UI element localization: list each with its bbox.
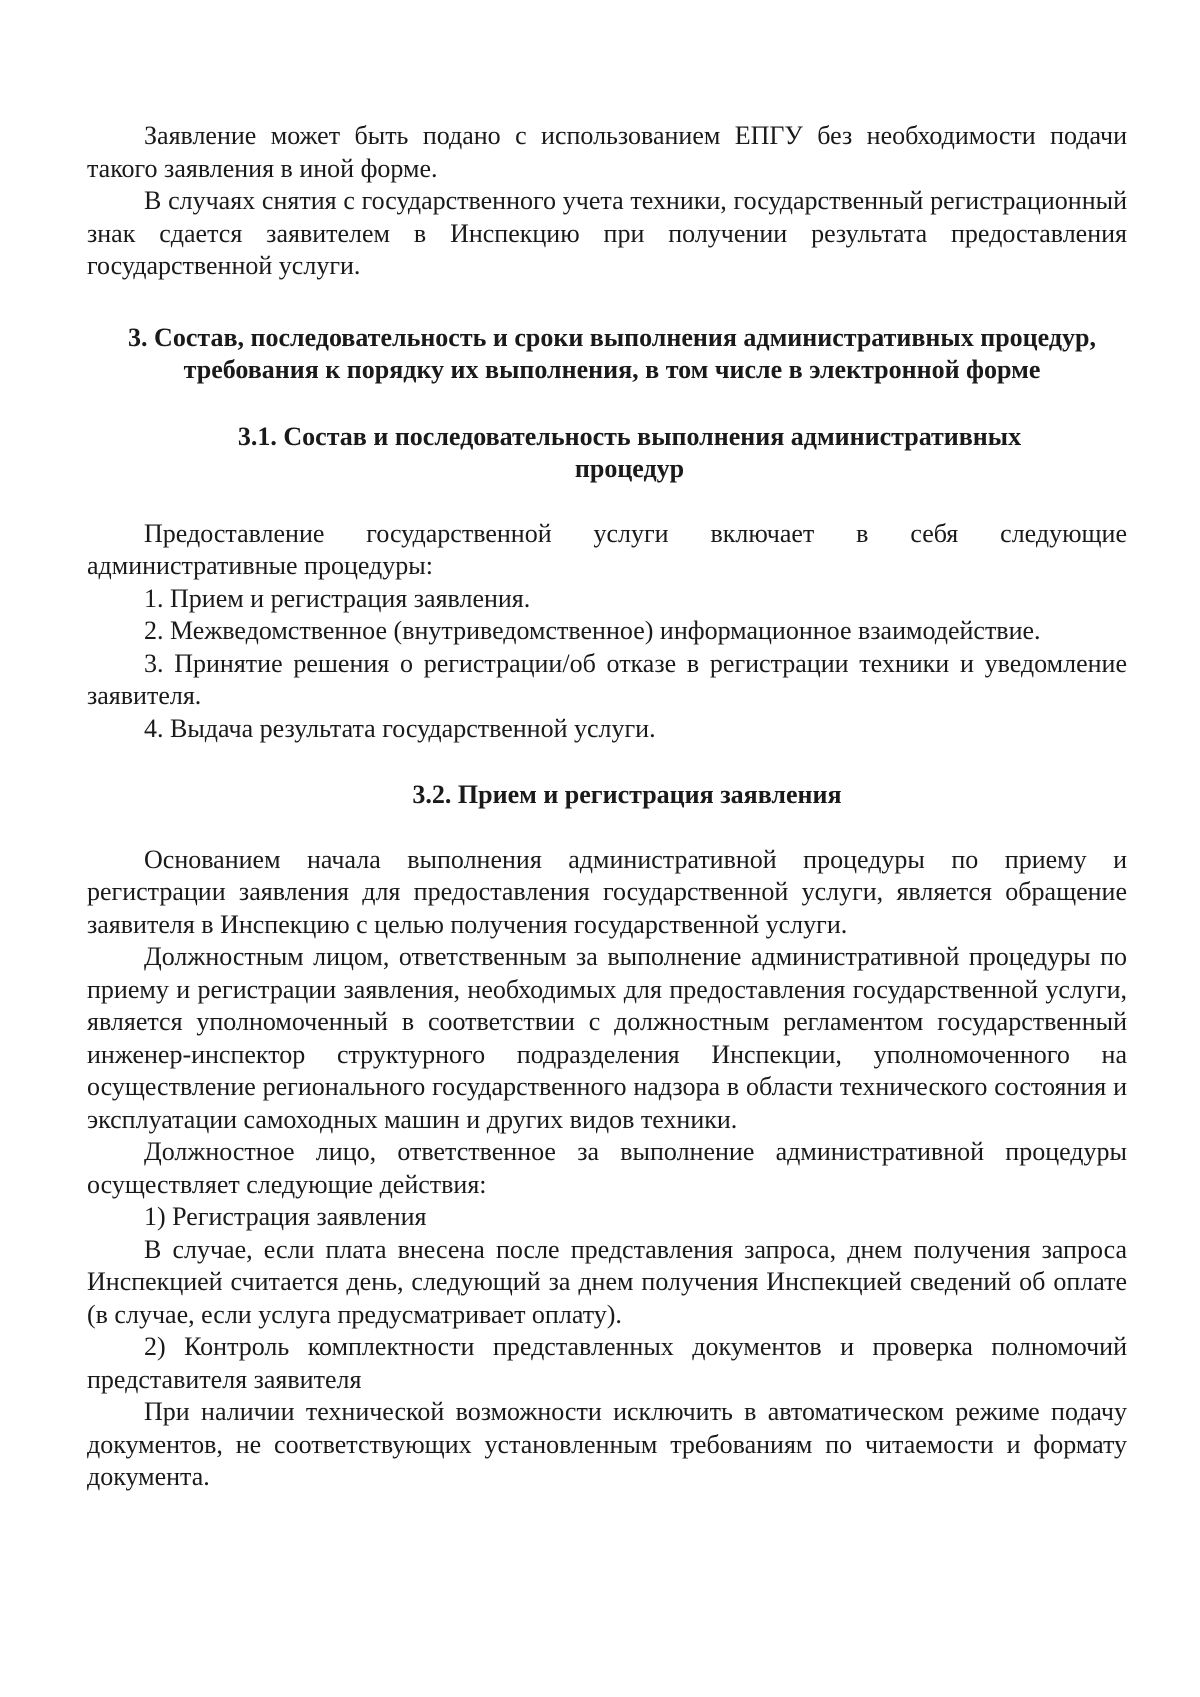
paragraph: Должностное лицо, ответственное за выполнение административной процедуры осуществляет следующие действия: bbox=[87, 1137, 1127, 1199]
list-item: 1. Прием и регистрация заявления. bbox=[144, 583, 531, 613]
list-item: 4. Выдача результата государственной услуги. bbox=[144, 713, 656, 743]
paragraph: Должностным лицом, ответственным за выполнение административной процедуры по приему и регистрации заявления, необходимых для предоставления государственной услуги, является уполномоченный в соответствии с должностным регламентом государственный инженер-инспектор структурного подразделения Инспекции, уполномоченного на осуществление регионального государственного надзора в области технического состояния и эксплуатации самоходных машин и других видов техники. bbox=[87, 942, 1127, 1134]
paragraph: При наличии технической возможности исключить в автоматическом режиме подачу документов, не соответствующих установленным требованиям по читаемости и формату документа. bbox=[87, 1397, 1127, 1491]
section-3-1-heading: 3.1. Состав и последовательность выполнения административных процедур bbox=[237, 421, 1022, 483]
section-3-2-heading: 3.2. Прием и регистрация заявления bbox=[412, 780, 842, 809]
document-page bbox=[87, 120, 1127, 1494]
list-item: 1) Регистрация заявления bbox=[144, 1202, 427, 1231]
list-item: 3. Принятие решения о регистрации/об отказе в регистрации техники и уведомление заявителя. bbox=[87, 648, 1127, 710]
paragraph: В случае, если плата внесена после представления запроса, днем получения запроса Инспекцией считается день, следующий за днем получения Инспекцией сведений об оплате (в случае, если услуга предусматривает оплату). bbox=[87, 1234, 1127, 1329]
list-item: 2) Контроль комплектности представленных документов и проверка полномочий представителя заявителя bbox=[87, 1332, 1127, 1394]
paragraph: В случаях снятия с государственного учета техники, государственный регистрационный знак сдается заявителем в Инспекцию при получении результата предоставления государственной услуги. bbox=[87, 186, 1127, 280]
paragraph: Заявление может быть подано с использованием ЕПГУ без необходимости подачи такого заявления в иной форме. bbox=[87, 121, 1127, 183]
paragraph: Предоставление государственной услуги включает в себя следующие административные процедуры: bbox=[87, 518, 1127, 580]
list-item: 2. Межведомственное (внутриведомственное) информационное взаимодействие. bbox=[144, 616, 1041, 645]
section-3-heading: 3. Состав, последовательность и сроки выполнения административных процедур, требования к порядку их выполнения, в том числе в электронной форме bbox=[128, 322, 1096, 384]
paragraph: Основанием начала выполнения административной процедуры по приему и регистрации заявления для предоставления государственной услуги, является обращение заявителя в Инспекцию с целью получения государственной услуги. bbox=[87, 844, 1127, 939]
